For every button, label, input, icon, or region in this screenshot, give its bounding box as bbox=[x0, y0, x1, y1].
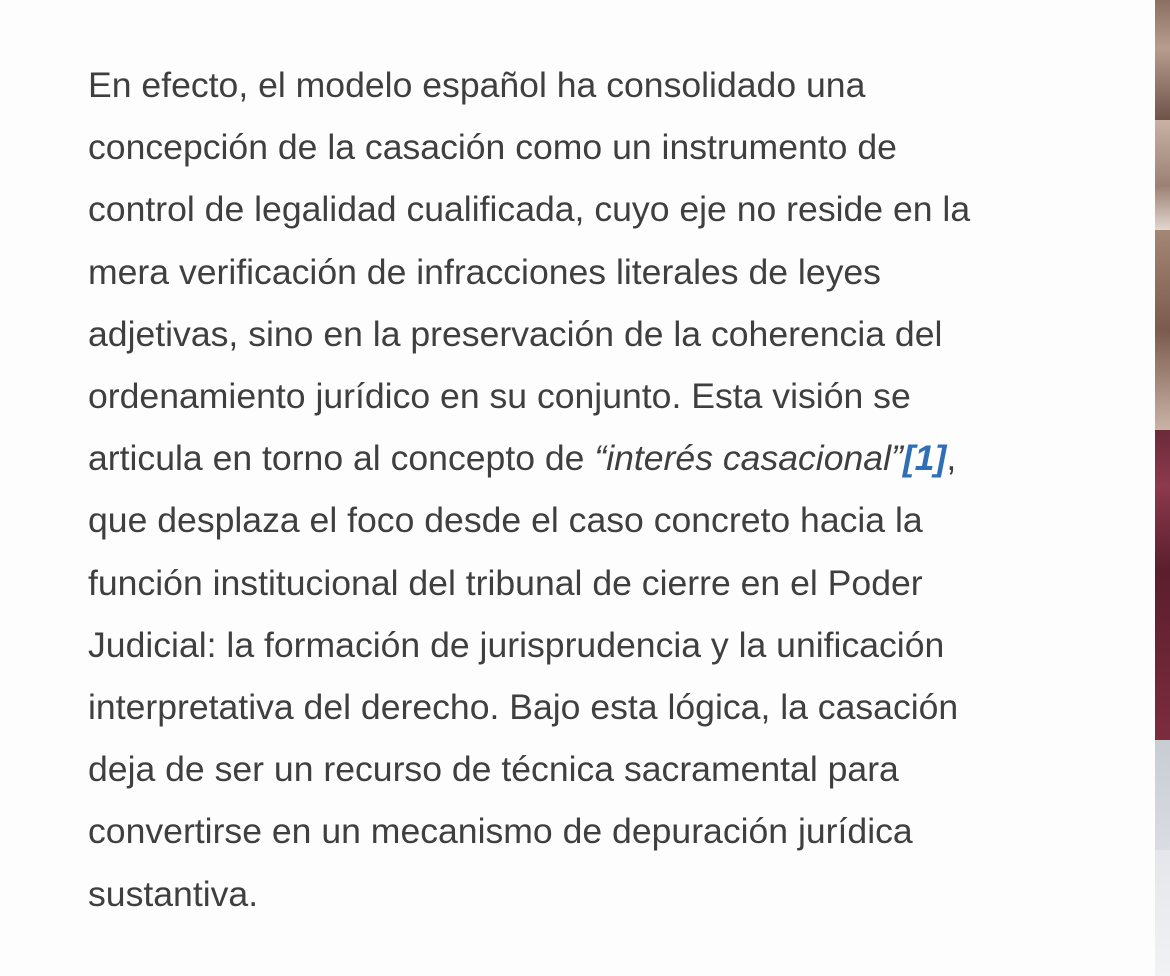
paragraph-line: control de legalidad cualificada, cuyo eje no reside en la bbox=[88, 189, 971, 230]
paragraph-line-with-footnote bbox=[88, 427, 1048, 489]
paragraph-line: sustantiva. bbox=[88, 873, 259, 914]
adjacent-image-edge bbox=[1155, 0, 1170, 976]
paragraph-line: que desplaza el foco desde el caso concreto hacia la bbox=[88, 500, 923, 541]
paragraph-line: mera verificación de infracciones literales de leyes bbox=[88, 251, 881, 292]
paragraph-line: interpretativa del derecho. Bajo esta lógica, la casación bbox=[88, 687, 959, 728]
paragraph-line: función institucional del tribunal de cierre en el Poder bbox=[88, 562, 923, 603]
paragraph-line: convertirse en un mecanismo de depuración jurídica bbox=[88, 811, 913, 852]
paragraph-line: adjetivas, sino en la preservación de la coherencia del bbox=[88, 313, 943, 354]
paragraph-line: ordenamiento jurídico en su conjunto. Esta visión se bbox=[88, 376, 911, 417]
line-text: , bbox=[946, 438, 957, 479]
line-text: articula en torno al concepto de bbox=[88, 438, 595, 479]
footnote-link[interactable]: [1] bbox=[902, 438, 947, 479]
paragraph-line: concepción de la casación como un instrumento de bbox=[88, 127, 897, 168]
quoted-term: “interés casacional” bbox=[594, 438, 903, 479]
paragraph-line: Judicial: la formación de jurisprudencia y la unificación bbox=[88, 624, 945, 665]
article-paragraph bbox=[88, 54, 1048, 925]
paragraph-line: deja de ser un recurso de técnica sacramental para bbox=[88, 749, 899, 790]
paragraph-line: En efecto, el modelo español ha consolidado una bbox=[88, 65, 866, 105]
